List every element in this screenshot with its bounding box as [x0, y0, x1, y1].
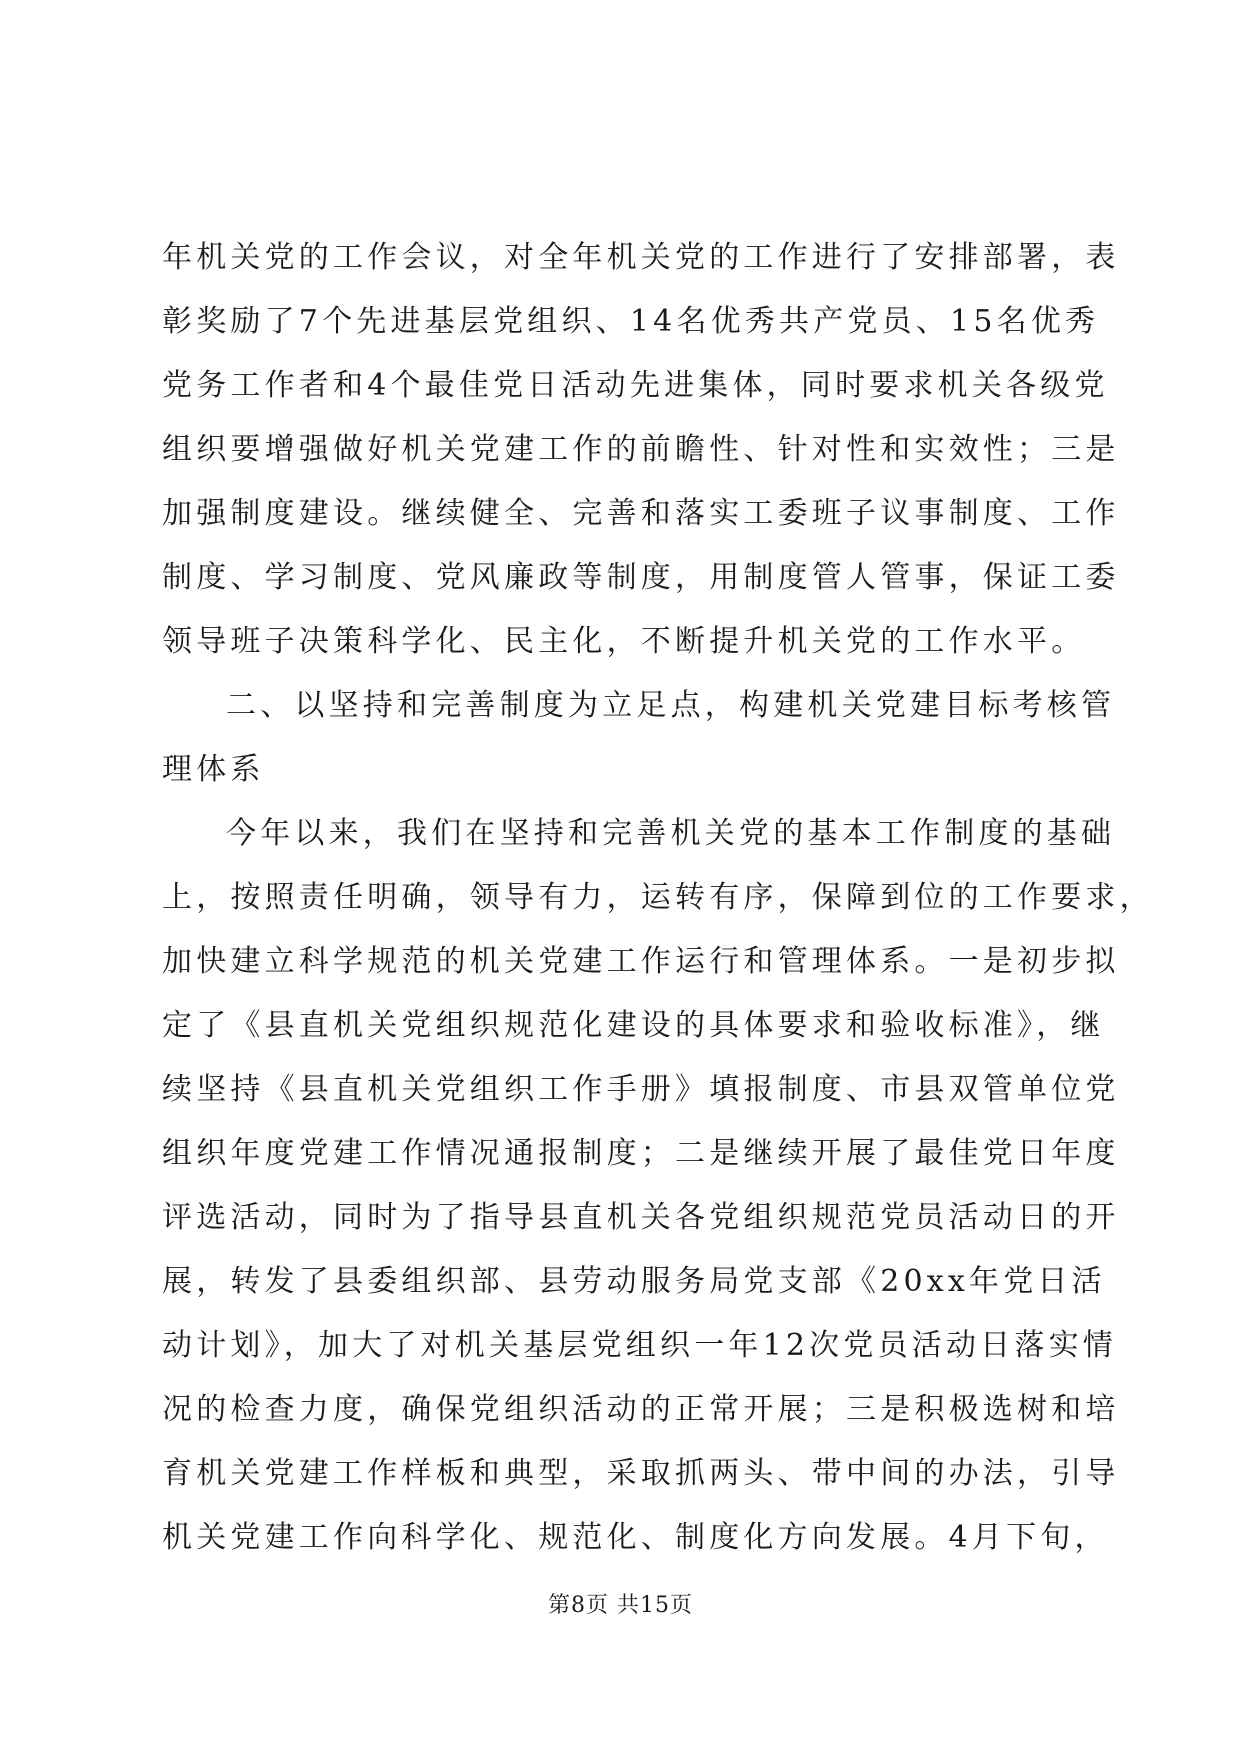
paragraph-line: 党务工作者和4个最佳党日活动先进集体，同时要求机关各级党	[162, 368, 1109, 403]
paragraph-line: 育机关党建工作样板和典型，采取抓两头、带中间的办法，引导	[162, 1456, 1120, 1491]
paragraph-line: 彰奖励了7个先进基层党组织、14名优秀共产党员、15名优秀	[162, 304, 1100, 339]
paragraph-line: 加快建立科学规范的机关党建工作运行和管理体系。一是初步拟	[162, 944, 1120, 979]
paragraph-line: 组织年度党建工作情况通报制度；二是继续开展了最佳党日年度	[162, 1136, 1120, 1171]
paragraph-line: 机关党建工作向科学化、规范化、制度化方向发展。4月下旬，	[162, 1520, 1109, 1555]
paragraph-line: 动计划》，加大了对机关基层党组织一年12次党员活动日落实情	[162, 1328, 1117, 1363]
paragraph-line: 评选活动，同时为了指导县直机关各党组织规范党员活动日的开	[162, 1200, 1120, 1235]
section-heading-line: 理体系	[162, 752, 265, 787]
page-number-footer: 第8页 共15页	[548, 1593, 693, 1618]
paragraph-line: 展，转发了县委组织部、县劳动服务局党支部《20xx年党日活	[162, 1264, 1106, 1299]
paragraph-line: 上，按照责任明确，领导有力，运转有序，保障到位的工作要求，	[162, 880, 1154, 915]
paragraph-line: 定了《县直机关党组织规范化建设的具体要求和验收标准》，继	[162, 1008, 1105, 1043]
paragraph-line: 制度、学习制度、党风廉政等制度，用制度管人管事，保证工委	[162, 560, 1120, 595]
paragraph-line: 领导班子决策科学化、民主化，不断提升机关党的工作水平。	[162, 624, 1086, 659]
paragraph-line: 续坚持《县直机关党组织工作手册》填报制度、市县双管单位党	[162, 1072, 1120, 1107]
document-body	[162, 226, 1154, 1570]
section-heading-line: 二、以坚持和完善制度为立足点，构建机关党建目标考核管	[226, 688, 1116, 723]
paragraph-line: 加强制度建设。继续健全、完善和落实工委班子议事制度、工作	[162, 496, 1120, 531]
paragraph-line: 今年以来，我们在坚持和完善机关党的基本工作制度的基础	[226, 816, 1116, 851]
paragraph-line: 年机关党的工作会议，对全年机关党的工作进行了安排部署，表	[162, 240, 1120, 275]
paragraph-line: 组织要增强做好机关党建工作的前瞻性、针对性和实效性；三是	[162, 432, 1120, 467]
paragraph-line: 况的检查力度，确保党组织活动的正常开展；三是积极选树和培	[162, 1392, 1120, 1427]
